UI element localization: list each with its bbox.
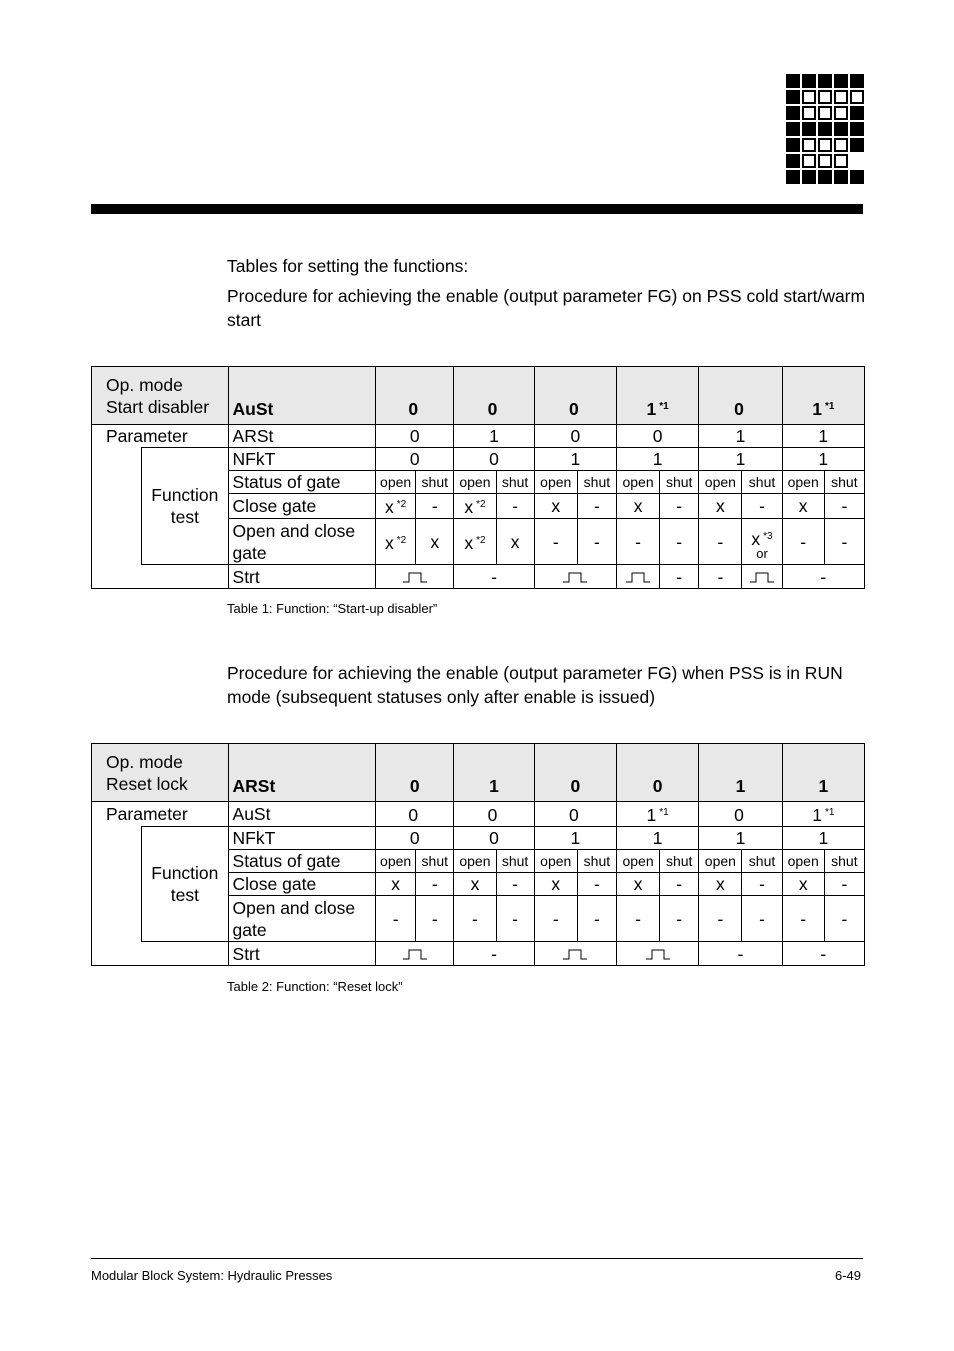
gate-cell: -	[742, 873, 782, 896]
shut-cell: shut	[496, 850, 534, 873]
gate-cell: -	[660, 494, 699, 519]
open-cell: open	[376, 850, 416, 873]
logo-cell	[786, 74, 800, 88]
pulse-cell	[616, 942, 698, 966]
logo-cell	[802, 138, 816, 152]
gate-cell: -	[577, 519, 616, 565]
table1-mode-name: Start disabler	[106, 396, 210, 417]
gate-cell: -	[496, 896, 534, 942]
shut-cell: shut	[496, 471, 534, 494]
table1-header-val: 1 $^{*1}$	[616, 367, 698, 425]
table2-header-param: ARSt	[228, 744, 376, 802]
open-cell: open	[782, 471, 824, 494]
shut-cell: shut	[824, 850, 864, 873]
logo-cell	[834, 90, 848, 104]
open-cell: open	[534, 471, 577, 494]
parameter-indent	[92, 448, 142, 589]
table2-row-strt	[92, 942, 865, 966]
table-start-up-disabler	[91, 366, 865, 589]
dash-cell: -	[660, 565, 699, 589]
gate-cell: -	[782, 519, 824, 565]
logo-cell	[786, 106, 800, 120]
table1-row-strt	[92, 565, 865, 589]
gate-cell: -	[376, 896, 416, 942]
gate-cell: -	[742, 896, 782, 942]
gate-cell: -	[577, 873, 616, 896]
gate-cell: -	[496, 873, 534, 896]
logo-cell	[818, 90, 832, 104]
row-label: Open and close gate	[228, 896, 376, 942]
gate-cell: -	[416, 494, 454, 519]
value-cell: 0	[376, 827, 454, 850]
logo-cell	[802, 154, 816, 168]
table2-header-val: 0	[616, 744, 698, 802]
logo-cell	[786, 122, 800, 136]
value-cell: 1	[699, 827, 782, 850]
table2-op-mode-cell	[92, 744, 229, 802]
open-cell: open	[454, 471, 496, 494]
gate-cell: x	[782, 873, 824, 896]
gate-cell: x	[782, 494, 824, 519]
gate-cell: x	[699, 494, 742, 519]
gate-cell: -	[496, 494, 534, 519]
gate-cell: -	[699, 896, 742, 942]
row-label: AuSt	[228, 802, 376, 827]
row-label: Status of gate	[228, 471, 376, 494]
logo-cell	[834, 154, 848, 168]
open-cell: open	[699, 850, 742, 873]
table-reset-lock	[91, 743, 865, 966]
logo-cell	[802, 170, 816, 184]
logo-cell	[802, 106, 816, 120]
gate-cell: -	[699, 519, 742, 565]
value-cell: 0	[699, 802, 782, 827]
logo-cell	[850, 122, 864, 136]
logo-cell	[850, 90, 864, 104]
pulse-cell	[616, 565, 659, 589]
logo-cell	[802, 90, 816, 104]
open-cell: open	[782, 850, 824, 873]
open-cell: open	[534, 850, 577, 873]
row-label: Close gate	[228, 873, 376, 896]
table2-header-val: 0	[534, 744, 616, 802]
shut-cell: shut	[660, 850, 699, 873]
open-cell: open	[454, 850, 496, 873]
dash-cell: -	[454, 942, 534, 966]
pulse-icon	[402, 566, 428, 588]
shut-cell: shut	[824, 471, 864, 494]
logo-cell	[818, 106, 832, 120]
row-label: Close gate	[228, 494, 376, 519]
table2-row-nfkt	[92, 827, 865, 850]
shut-cell: shut	[416, 471, 454, 494]
table2-header-val: 1	[699, 744, 782, 802]
row-label: ARSt	[228, 425, 376, 448]
footer-rule	[91, 1258, 863, 1259]
gate-cell: x	[534, 494, 577, 519]
logo-cell	[834, 122, 848, 136]
gate-cell: x	[616, 494, 659, 519]
value-cell: 0	[376, 425, 454, 448]
table1-row-nfkt	[92, 448, 865, 471]
logo-cell	[818, 138, 832, 152]
logo-cell	[834, 74, 848, 88]
pulse-icon	[645, 943, 671, 965]
value-cell: 0	[454, 827, 534, 850]
value-cell: 1	[782, 827, 864, 850]
logo-cell	[818, 122, 832, 136]
gate-cell: x $^{*2}$	[454, 519, 496, 565]
gate-cell: x $^{*2}$	[454, 494, 496, 519]
gate-cell: x	[416, 519, 454, 565]
logo-cell	[850, 154, 864, 168]
logo-cell	[786, 154, 800, 168]
table1-op-mode-cell	[92, 367, 229, 425]
procedure-2-text: Procedure for achieving the enable (output parameter FG) when PSS is in RUN mode (subsequent statuses only after enable is issued)	[227, 663, 843, 707]
value-cell: 1	[534, 448, 616, 471]
logo-cell	[850, 106, 864, 120]
value-cell: 1	[616, 448, 698, 471]
pulse-icon	[402, 943, 428, 965]
pulse-cell	[742, 565, 782, 589]
gate-cell: -	[616, 519, 659, 565]
logo-cell	[850, 170, 864, 184]
shut-cell: shut	[660, 471, 699, 494]
table1-header-val: 0	[376, 367, 454, 425]
gate-cell: -	[416, 873, 454, 896]
gate-cell: -	[534, 519, 577, 565]
table1-header-val: 0	[534, 367, 616, 425]
table2-parameter-label: Parameter	[92, 802, 229, 827]
logo-cell	[818, 170, 832, 184]
value-cell: 1	[454, 425, 534, 448]
gate-cell-or: x $^{*3}$ or	[742, 519, 782, 565]
logo-cell	[802, 74, 816, 88]
value-cell: 1 $^{*1}$	[782, 802, 864, 827]
shut-cell: shut	[416, 850, 454, 873]
row-label: NFkT	[228, 448, 376, 471]
value-cell: 1	[616, 827, 698, 850]
tables-heading: Tables for setting the functions:	[227, 256, 469, 276]
table2-op-mode-label: Op. mode	[106, 751, 183, 772]
table2-header-row	[92, 744, 865, 802]
table2-header-val: 0	[376, 744, 454, 802]
pulse-icon	[625, 566, 651, 588]
table1-parameter-label: Parameter	[92, 425, 229, 448]
gate-cell: -	[824, 873, 864, 896]
dash-cell: -	[699, 565, 742, 589]
gate-cell: x	[454, 873, 496, 896]
value-cell: 0	[616, 425, 698, 448]
or-note: or	[756, 546, 768, 561]
table1-header-val: 1 $^{*1}$	[782, 367, 864, 425]
logo-cell	[834, 106, 848, 120]
row-label: Open and close gate	[228, 519, 376, 565]
logo-cell	[786, 138, 800, 152]
gate-cell: x $^{*2}$	[376, 519, 416, 565]
pulse-cell	[534, 942, 616, 966]
value-cell: 1	[782, 425, 864, 448]
gate-cell: -	[577, 896, 616, 942]
pulse-icon	[562, 566, 588, 588]
pulse-cell	[376, 942, 454, 966]
gate-cell: -	[534, 896, 577, 942]
page-number: 6-49	[834, 1268, 861, 1283]
pulse-cell	[534, 565, 616, 589]
gate-cell: -	[616, 896, 659, 942]
gate-cell: x	[496, 519, 534, 565]
procedure-1-text: Procedure for achieving the enable (output parameter FG) on PSS cold start/warm start	[227, 286, 866, 330]
dash-cell: -	[782, 565, 864, 589]
logo-cell	[802, 122, 816, 136]
logo-cell	[834, 170, 848, 184]
header-rule	[91, 204, 863, 214]
logo-cell	[818, 74, 832, 88]
value-cell: 0	[454, 448, 534, 471]
value-cell: 1	[699, 448, 782, 471]
gate-cell: -	[454, 896, 496, 942]
open-cell: open	[376, 471, 416, 494]
row-label: Strt	[228, 565, 376, 589]
gate-cell: -	[577, 494, 616, 519]
logo-cell	[850, 74, 864, 88]
table1-header-val: 0	[454, 367, 534, 425]
value-cell: 1	[782, 448, 864, 471]
gate-cell: x	[376, 873, 416, 896]
table2-caption: Table 2: Function: “Reset lock”	[227, 979, 403, 994]
gate-cell: -	[660, 896, 699, 942]
table2-header-val: 1	[454, 744, 534, 802]
value-cell: 0	[376, 802, 454, 827]
pulse-icon	[749, 566, 775, 588]
shut-cell: shut	[742, 471, 782, 494]
row-label: Strt	[228, 942, 376, 966]
table1-header-param: AuSt	[228, 367, 376, 425]
table2-mode-name: Reset lock	[106, 773, 188, 794]
parameter-indent	[92, 827, 142, 966]
table1-row-arst	[92, 425, 865, 448]
open-cell: open	[616, 471, 659, 494]
logo-cell	[850, 138, 864, 152]
table1-header-val: 0	[699, 367, 782, 425]
gate-cell: -	[782, 896, 824, 942]
gate-cell: -	[660, 519, 699, 565]
table1-function-test: Function test	[142, 448, 228, 565]
value-cell: 0	[534, 802, 616, 827]
gate-cell: x $^{*2}$	[376, 494, 416, 519]
open-cell: open	[616, 850, 659, 873]
dash-cell: -	[699, 942, 782, 966]
value-cell: 0	[454, 802, 534, 827]
table1-op-mode-label: Op. mode	[106, 374, 183, 395]
value-cell: 1	[534, 827, 616, 850]
gate-cell: -	[824, 519, 864, 565]
open-cell: open	[699, 471, 742, 494]
row-label: NFkT	[228, 827, 376, 850]
dash-cell: -	[454, 565, 534, 589]
gate-cell: x	[534, 873, 577, 896]
logo-cell	[786, 170, 800, 184]
table1-header-row	[92, 367, 865, 425]
logo-cell	[834, 138, 848, 152]
shut-cell: shut	[577, 850, 616, 873]
value-cell: 0	[534, 425, 616, 448]
table2-function-test: Function test	[142, 827, 228, 942]
gate-cell: -	[742, 494, 782, 519]
value-cell: 1 $^{*1}$	[616, 802, 698, 827]
pulse-icon	[562, 943, 588, 965]
function-indent-blank	[142, 942, 228, 966]
pulse-cell	[376, 565, 454, 589]
gate-cell: -	[824, 896, 864, 942]
row-label: Status of gate	[228, 850, 376, 873]
gate-cell: -	[660, 873, 699, 896]
function-indent-blank	[142, 565, 228, 589]
logo-cell	[786, 90, 800, 104]
table1-caption: Table 1: Function: “Start-up disabler”	[227, 601, 438, 616]
table2-header-val: 1	[782, 744, 864, 802]
table2-row-aust	[92, 802, 865, 827]
footer-title: Modular Block System: Hydraulic Presses	[91, 1268, 333, 1283]
value-cell: 1	[699, 425, 782, 448]
shut-cell: shut	[577, 471, 616, 494]
value-cell: 0	[376, 448, 454, 471]
shut-cell: shut	[742, 850, 782, 873]
gate-cell: x	[699, 873, 742, 896]
dash-cell: -	[782, 942, 864, 966]
gate-cell: -	[416, 896, 454, 942]
gate-cell: x	[616, 873, 659, 896]
logo-cell	[818, 154, 832, 168]
gate-cell: -	[824, 494, 864, 519]
logo-grid	[786, 74, 864, 182]
